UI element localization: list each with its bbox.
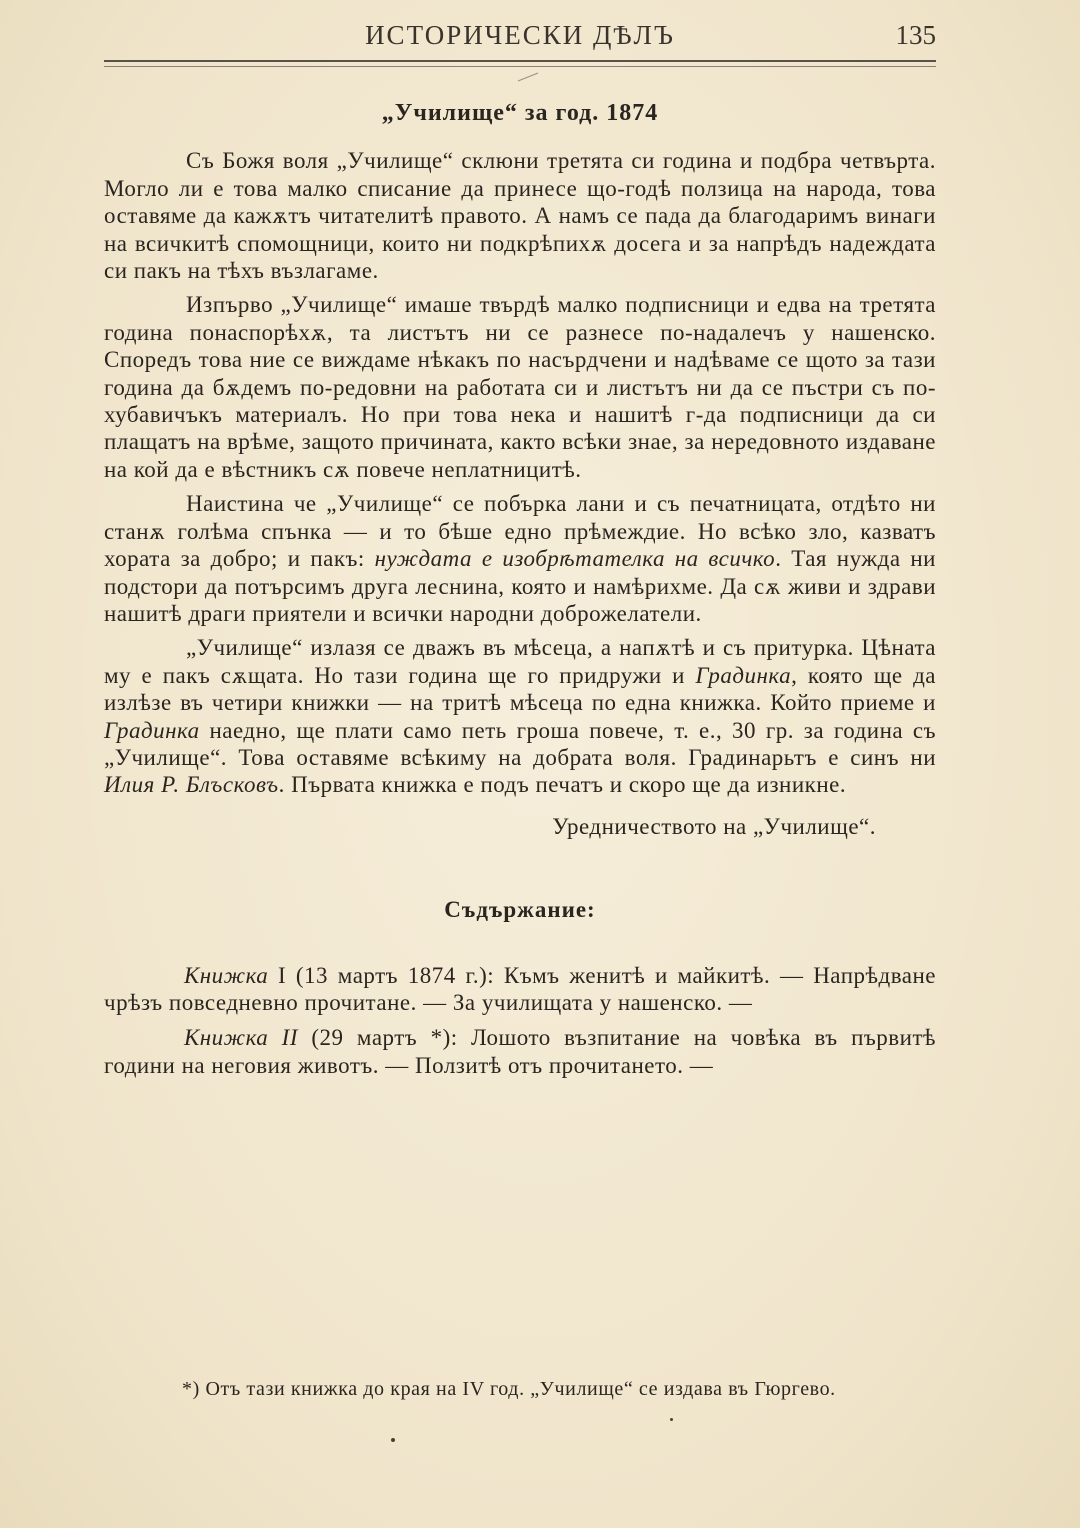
gradinka-italic: Градинка — [695, 662, 792, 688]
paragraph-3 — [104, 490, 936, 627]
article — [104, 100, 936, 1087]
issue-description: I (13 мартъ 1874 г.): Къмъ женитѣ и майкитѣ. — Напрѣдване чрѣзъ повседневно прочитане. — За училищата у нашенско. — — [104, 962, 936, 1015]
running-head — [104, 18, 936, 54]
signature: Уредничеството на „Училище“. — [552, 813, 876, 839]
paragraph-4-text-3: наедно, ще плати само петь гроша повече, т. е., 30 гр. за година съ „Училище“. Това оставяме всѣкиму на добрата воля. Градинарьтъ е синъ ни — [104, 717, 936, 770]
page-number: 135 — [895, 20, 936, 50]
running-title: ИСТОРИЧЕСКИ ДѢЛЪ — [365, 20, 675, 50]
ink-speck — [670, 1418, 673, 1421]
ink-speck — [391, 1438, 395, 1442]
paragraph-4 — [104, 634, 936, 798]
contents-title: Съдържание: — [444, 897, 596, 923]
paragraph-2: Изпърво „Училище“ имаше твърдѣ малко подписници и едва на третята година понаспорѣхѫ, та листътъ ни се разнесе по-надалечъ у нашенско. Споредъ това ние се виждаме нѣкакъ по насърдчени и надѣваме се щото за тази година да бѫдемъ по-редовни на работата си и листътъ ни да се пъстри съ по-хубавичъкъ материалъ. Но при това нека и нашитѣ г-да подписници да си плащатъ на врѣме, защото причината, както всѣки знае, за нередовното издаване на кой да е вѣстникъ сѫ повече неплатницитѣ. — [104, 292, 936, 482]
paragraph-4-text: „Училище“ излазя се дважъ въ мѣсеца, а напѫтѣ и съ притурка. Цѣната му е пакъ сѫщата. Но тази година ще го придружи и — [104, 635, 936, 688]
contents-entry — [104, 962, 936, 1017]
paragraph-4-text-2: , която ще да излѣзе въ четири книжки — на тритѣ мѣсеца по една книжка. Който приеме и — [104, 662, 936, 716]
paragraph-3-text: Наистина че „Училище“ се побърка лани и съ печатницата, отдѣто ни станѫ голѣма спънка — и то бѣше едно прѣмеждие. Но всѣко зло, казватъ хората за добро; и пакъ: — [104, 491, 936, 572]
proverb-italic: нуждата е изобрѣтателка на всичко — [374, 546, 776, 572]
article-title: „Училище“ за год. 1874 — [381, 100, 659, 126]
gradinka-italic-2: Градинка — [104, 717, 200, 743]
paragraph-1: Съ Божя воля „Училище“ склюни третята си година и подбра четвърта. Могло ли е това малко списание да принесе що-годѣ ползица на народа, това оставяме да кажѫтъ читателитѣ правото. А намъ се пада да благодаримъ винаги на всичкитѣ спомощници, които ни подкрѣпихѫ досега и за напрѣдъ надеждата си пакъ на тѣхъ възлагаме. — [104, 148, 936, 284]
header-rule — [104, 60, 936, 62]
paragraph-4-text-4: . Първата книжка е подъ печатъ и скоро ще да изникне. — [278, 772, 847, 798]
issue-description: (29 мартъ *): Лошото възпитание на човѣка въ първитѣ години на неговия животъ. — Ползитѣ отъ прочитането. — — [104, 1025, 936, 1078]
ink-mark — [516, 72, 540, 82]
issue-label: Книжка — [184, 962, 269, 988]
header-rule-thin — [104, 66, 936, 67]
paragraph-3-text-end: . Тая нужда ни подстори да потърсимъ друга леснина, която и намѣрихме. Да сѫ живи и здрави нашитѣ драги приятели и всички народни доброжелатели. — [104, 546, 936, 626]
editor-name-italic: Илия Р. Блъсковъ — [104, 772, 279, 798]
contents-entry — [104, 1024, 936, 1079]
issue-label: Книжка II — [184, 1025, 298, 1051]
footnote: *) Отъ тази книжка до края на IV год. „Училище“ се издава въ Гюргево. — [182, 1378, 836, 1400]
